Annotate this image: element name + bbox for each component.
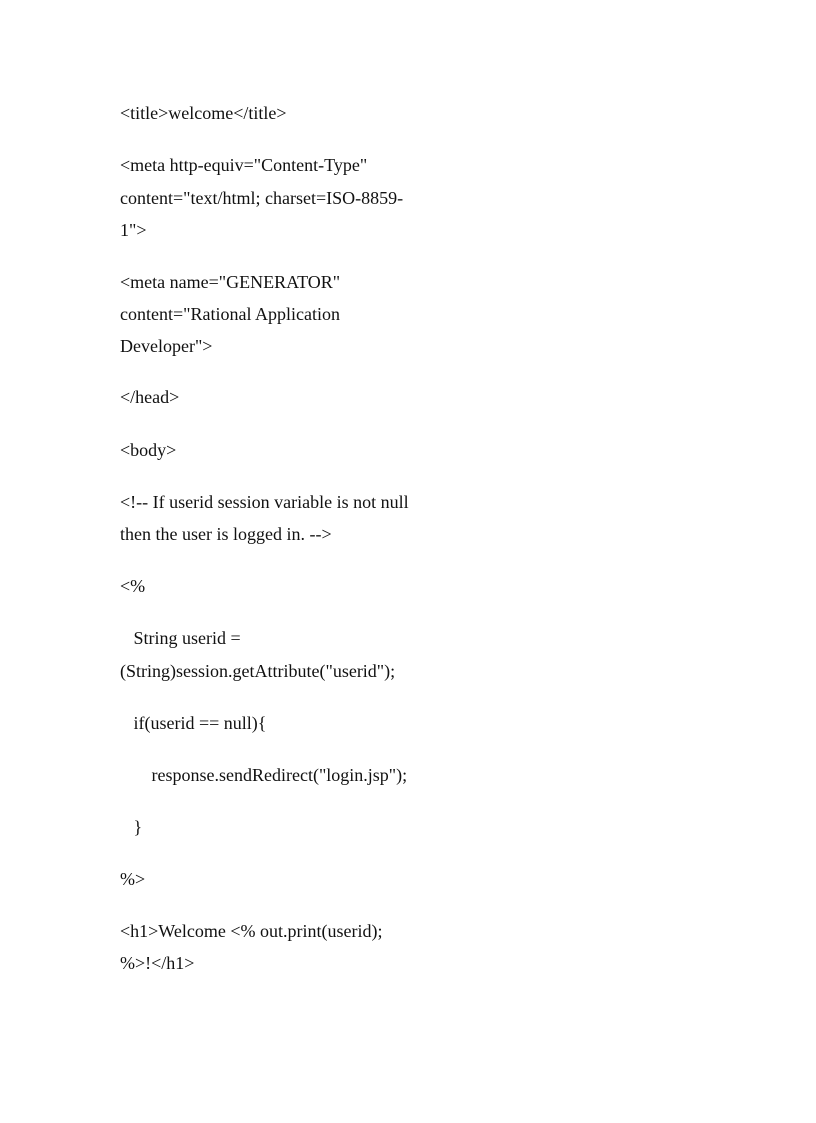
code-line-head-close: </head> xyxy=(120,387,180,407)
code-line-meta-generator: <meta name="GENERATOR" xyxy=(120,272,341,292)
code-line-get-attribute: (String)session.getAttribute("userid"); xyxy=(120,661,396,681)
code-line-h1-welcome: <h1>Welcome <% out.print(userid); xyxy=(120,921,383,941)
code-line-body-open: <body> xyxy=(120,440,177,460)
code-line-comment-end: then the user is logged in. --> xyxy=(120,524,332,544)
code-line-scriptlet-open: <% xyxy=(120,576,146,596)
code-line-title: <title>welcome</title> xyxy=(120,103,287,123)
code-line-meta-http-equiv: <meta http-equiv="Content-Type" xyxy=(120,155,368,175)
code-line-generator-end: Developer"> xyxy=(120,336,213,356)
code-line-comment-start: <!-- If userid session variable is not null xyxy=(120,492,409,512)
code-line-meta-content-end: 1"> xyxy=(120,220,147,240)
code-line-meta-content: content="text/html; charset=ISO-8859- xyxy=(120,188,404,208)
code-line-generator-content: content="Rational Application xyxy=(120,304,340,324)
code-line-close-brace: } xyxy=(120,817,143,837)
code-line-scriptlet-close: %> xyxy=(120,869,146,889)
code-listing xyxy=(120,0,720,973)
code-line-h1-end: %>!</h1> xyxy=(120,953,195,973)
code-line-send-redirect: response.sendRedirect("login.jsp"); xyxy=(120,765,408,785)
code-line-string-userid: String userid = xyxy=(120,628,241,648)
code-line-if-null: if(userid == null){ xyxy=(120,713,267,733)
